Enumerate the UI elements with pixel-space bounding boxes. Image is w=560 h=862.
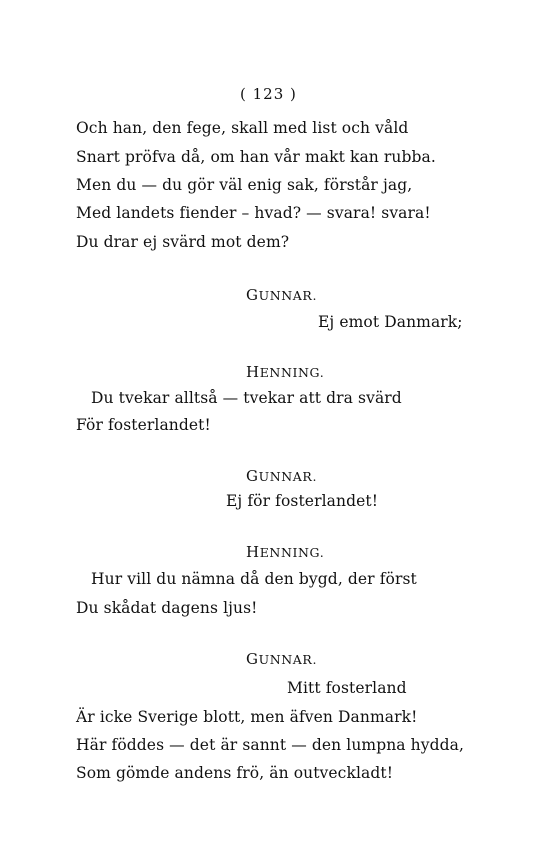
verse-line: Snart pröfva då, om han vår makt kan rubba. [76,148,436,166]
speaker-initial: G [246,286,259,304]
verse-line: Ej för fosterlandet! [226,492,379,510]
speaker-rest: UNNAR. [258,652,318,667]
speaker-name [246,542,324,563]
page-number: ( 123 ) [240,85,297,103]
verse-line: Men du — du gör väl enig sak, förstår jag, [76,176,413,194]
verse-line: Som gömde andens frö, än outveckladt! [76,764,394,782]
speaker-initial: H [246,363,260,381]
verse-line: Du drar ej svärd mot dem? [76,233,290,251]
speaker-initial: G [246,650,259,668]
speaker-name [246,466,317,487]
speaker-rest: UNNAR. [258,469,318,484]
verse-line: Hur vill du nämna då den bygd, der först [91,570,417,588]
verse-line: Du skådat dagens ljus! [76,599,258,617]
verse-line: Mitt fosterland [287,679,407,697]
verse-line: Är icke Sverige blott, men äfven Danmark! [76,708,418,726]
verse-line: Och han, den fege, skall med list och våld [76,119,409,137]
speaker-initial: H [246,543,260,561]
verse-line: Här föddes — det är sannt — den lumpna hydda, [76,736,465,754]
speaker-rest: UNNAR. [258,288,318,303]
verse-line: Med landets fiender – hvad? — svara! svara! [76,204,431,222]
verse-line: Ej emot Danmark; [318,313,463,331]
speaker-name [246,362,324,383]
speaker-initial: G [246,467,259,485]
speaker-name [246,649,317,670]
verse-line: Du tvekar alltså — tvekar att dra svärd [91,389,402,407]
verse-line: För fosterlandet! [76,416,211,434]
speaker-name [246,285,317,306]
speaker-rest: ENNING. [259,365,325,380]
speaker-rest: ENNING. [259,545,325,560]
